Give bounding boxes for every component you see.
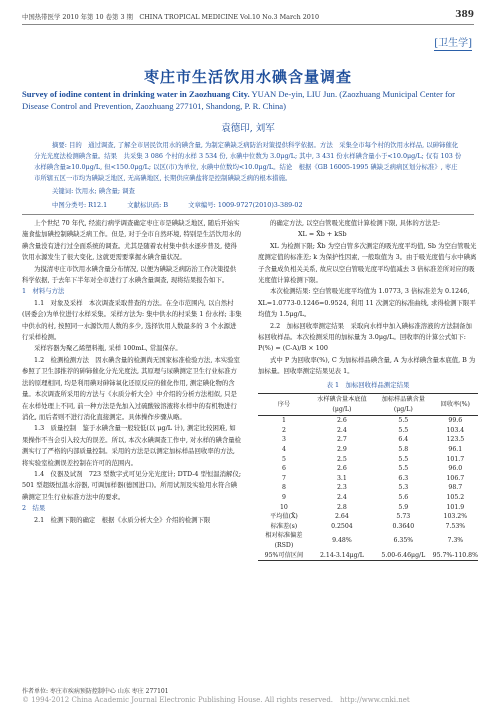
table-cell: 3 bbox=[281, 436, 286, 444]
table-cell: 2.64 bbox=[335, 513, 349, 521]
table-cell: 105.2 bbox=[446, 494, 465, 502]
footer bbox=[22, 686, 410, 705]
section-label: [卫生学] bbox=[434, 34, 472, 51]
table-cell: 96.1 bbox=[448, 446, 463, 454]
table-row bbox=[258, 483, 478, 493]
paragraph: 1.4 仪器及试剂 723 型数字式可见分光光度计; DTD-4 型恒温消解仪; 501 型超级恒温水浴器, 可调加样器(德国进口)。所用试剂及实验用水符合碘碘测定卫生行业标准方法中的要求。 bbox=[22, 469, 241, 501]
author-affiliation: 作者单位: 枣庄市疾病预防控制中心 山东 枣庄 277101 bbox=[22, 688, 169, 695]
table-cell: 5.8 bbox=[398, 446, 409, 454]
table-cell: 平均值(X̄) bbox=[270, 513, 298, 521]
table-cell: 103.2% bbox=[443, 513, 468, 521]
recovery-table bbox=[258, 393, 478, 561]
table-cell: 5.9 bbox=[398, 503, 409, 511]
table-cell: 4 bbox=[281, 446, 286, 454]
table-cell: 3.1 bbox=[336, 474, 347, 482]
table-cell: 96.0 bbox=[448, 465, 463, 473]
table-cell: 106.7 bbox=[446, 474, 465, 482]
table-cell: 98.7 bbox=[448, 484, 463, 492]
table-cell: 2.14-3.14μg/L bbox=[310, 551, 374, 561]
table-header: 加标样品碘含量(μg/L) bbox=[374, 394, 433, 416]
page-number: 389 bbox=[455, 10, 474, 20]
table-cell: 7.3% bbox=[447, 537, 464, 545]
section-heading: 1 材料与方法 bbox=[22, 287, 65, 296]
paragraph: 1.3 质量控制 鉴于水碘含量一般较低(以 μg/L 计), 测定比较困难, 如果操作不当会引入较大的误差。所以, 本次水碘调查工作中, 对水样的碘含量检测实行了严格的内部质量控制。采用的方法是以测定加标样品回收率的方法, 将实验室检测误差控制在许可的范围内。 bbox=[22, 424, 242, 467]
table-cell: 6.35% bbox=[393, 537, 414, 545]
table-cell: 2 bbox=[281, 426, 286, 434]
table-cell: 2.7 bbox=[336, 436, 347, 444]
paragraph: 1.2 检测检测方法 因水碘含量的检测尚无国家标准检验方法, 本实验室参照了卫生部推荐的砷铈催化分光光度法, 其原理与尿碘测定卫生行业标准方法的原理相同, 均是利用碘对砷铈氧化还原反应的催化作用, 测定碘化物的含量。本次调查所采用的方法与《水质分析大全》中介绍的分析方法相似, 只是在水样处理上不同, 前一种方法是先加入过硫酸铵溶液将水样中的有机物进行消化, 而后者则不进行消化直接测定。具体操作步骤从略。 bbox=[22, 355, 240, 421]
table-cell: 2.6 bbox=[336, 417, 347, 425]
table-cell: 6 bbox=[281, 465, 286, 473]
table-cell: 2.4 bbox=[336, 494, 347, 502]
section-heading: 2 结果 bbox=[22, 504, 46, 513]
table-cell: 5.5 bbox=[398, 455, 409, 463]
table-cell: 101.7 bbox=[446, 455, 465, 463]
table-cell: 相对标准偏差(RSD) bbox=[265, 532, 303, 549]
table-row bbox=[258, 551, 478, 561]
table-cell: 2.3 bbox=[336, 484, 347, 492]
table-cell: 5 bbox=[281, 455, 286, 463]
classification-meta bbox=[52, 200, 321, 209]
running-header bbox=[22, 10, 474, 25]
table-row bbox=[258, 464, 478, 474]
table-caption: 表 1 加标回收样品测定结果 bbox=[326, 380, 410, 389]
paragraph: 式中 P 为回收率(%), C 为加标样品碘含量, A 为水样碘含量本底值, B 为加标量。回收率测定结果见表 1。 bbox=[258, 355, 476, 376]
table-cell: 7 bbox=[281, 474, 286, 482]
table-row bbox=[258, 445, 478, 455]
table-cell: 5.3 bbox=[398, 484, 409, 492]
authors: 袁德印, 刘军 bbox=[221, 123, 275, 134]
table-cell: 95%可信区间 bbox=[258, 551, 310, 561]
table-cell: 10 bbox=[279, 503, 288, 511]
table-cell: 0.2504 bbox=[331, 522, 353, 530]
table-row bbox=[258, 531, 478, 550]
paragraph: 的确定方法, 以空白管吸光度值计算检测下限, 具体的方法是: bbox=[270, 219, 441, 227]
table-cell: 2.4 bbox=[336, 426, 347, 434]
table-cell: 95.7%-110.8% bbox=[433, 551, 478, 561]
table-row bbox=[258, 416, 478, 426]
table-cell: 5.5 bbox=[398, 426, 409, 434]
table-cell: 2.9 bbox=[336, 446, 347, 454]
table-cell: 5.00-6.46μg/L bbox=[374, 551, 433, 561]
table-body bbox=[258, 416, 478, 561]
table-cell: 9 bbox=[281, 494, 286, 502]
table-cell: 6.4 bbox=[398, 436, 409, 444]
paragraph: XL 为检测下限; X̄b 为空白管多次测定的吸光度平均值, Sb 为空白管吸光度测定值的标准差; k 为保护性因素, 一般取值为 3。由于吸光度值与水中碘离子含量成负相关关系, 故应以空白管吸光度平均值减去 3 倍标准差所对应的吸光度值计算检测下限。 bbox=[258, 241, 477, 285]
table-header: 序号 bbox=[258, 394, 310, 416]
table-cell: 5.5 bbox=[398, 417, 409, 425]
paragraph: 为摸清枣庄市饮用水碘含量分布情况, 以便为碘缺乏病防治工作决策提供科学依据, 于去年下半年对全市进行了水碘含量调查, 现将结果报告如下。 bbox=[22, 264, 237, 285]
paragraph: 2.1 检测下限的确定 根据《水质分析大全》介绍的检测下限 bbox=[34, 515, 211, 524]
table-cell: 101.9 bbox=[446, 503, 465, 511]
left-column bbox=[22, 218, 242, 526]
table-cell: 标准差(s) bbox=[270, 522, 298, 530]
table-cell: 123.5 bbox=[446, 436, 465, 444]
english-title-bold: Survey of iodine content in drinking water in Zaozhuang City. bbox=[22, 89, 250, 99]
abstract: 摘要: 目的 通过调查, 了解全市居民饮用水的碘含量, 为制定碘缺乏病防治对策提供科学依据。方法 采集全市每个村的饮用水样品, 以砷铈催化分光光度法检测碘含量。结果 共采集 3 086 个村的水样 3 534 份, 水碘中位数为 3.0μg/L; 其中, 3 431 份水样碘含量小于<10.0μg/L; 仅有 103 份水样碘含量≥10.0μg/L, 但<150.0μg/L; 以区(市)为单位, 水碘中位数均<10.0μg/L。结论 根据《GB 16005-1995 碘缺乏病病区划分标准》, 枣庄市所辖五区一市均为碘缺乏地区, 无高碘地区, 长期供应碘盐将是控制碘缺乏病的根本措施。 bbox=[34, 141, 462, 182]
table-cell: 5.5 bbox=[398, 465, 409, 473]
table-cell: 99.6 bbox=[448, 417, 463, 425]
table-row bbox=[258, 503, 478, 513]
table-row bbox=[258, 455, 478, 465]
table-cell: 2.8 bbox=[336, 503, 347, 511]
paragraph: 采样容器为聚乙烯塑料瓶, 采样 100mL, 常温保存。 bbox=[34, 344, 182, 353]
table-cell: 5.6 bbox=[398, 494, 409, 502]
right-column bbox=[258, 218, 478, 561]
table-cell: 9.48% bbox=[332, 537, 352, 545]
table-cell: 103.4 bbox=[446, 426, 465, 434]
document-code: 文献标识码: B bbox=[127, 201, 169, 209]
table-cell: 7.53% bbox=[445, 522, 466, 530]
table-cell: 6.3 bbox=[398, 474, 409, 482]
article-number: 文章编号: 1009-9727(2010)3-389-02 bbox=[188, 201, 303, 209]
table-row bbox=[258, 512, 478, 522]
divider bbox=[22, 214, 474, 215]
english-title bbox=[22, 88, 474, 112]
table-cell: 2.6 bbox=[336, 465, 347, 473]
table-row bbox=[258, 435, 478, 445]
table-row bbox=[258, 522, 478, 532]
paragraph: 1.1 对象及采样 本次调查采取普查的方法。在全市范围内, 以自然村(居委会)为单位进行水样采集。采样方法为: 集中供水的村采集 1 份水样; 非集中供水的村, 按照同一水源饮用人数的多少, 选择饮用人数最多的 3 个水源进行采样检测。 bbox=[22, 298, 242, 342]
table-row bbox=[258, 474, 478, 484]
table-header: 回收率(%) bbox=[433, 394, 478, 416]
english-title-rest: YUAN De-yin, LIU Jun. (Zaozhuang Municipal Center for Disease Control and Prevention, Zaozhuang 277101, Shandong, P. R. China) bbox=[22, 89, 456, 111]
table-cell: 8 bbox=[281, 484, 286, 492]
paragraph: 上个世纪 70 年代, 经流行病学调查确定枣庄市是碘缺乏地区, 随后开始实施食盐加碘控制碘缺乏病工作。但是, 对于全市自然环境, 特别是生活饮用水的碘含量没有进行过全面系统的调查。尤其是随着农村集中供水逐步普及, 使得饮用水源发生了很大变化, 这就更需要掌握水碘含量状况。 bbox=[22, 219, 242, 262]
copyright: © 1994-2012 China Academic Journal Electronic Publishing House. All rights reserved. http://www.cnki.net bbox=[22, 696, 410, 704]
clc-number: 中图分类号: R12.1 bbox=[52, 201, 108, 209]
paragraph: 2.2 加标回收率测定结果 采取向水样中加入碘标准溶液的方法制备加标回收样品。本次检测采用的加标量为 3.0μg/L。回收率的计算公式如下: P(%) = (C-A)/B × 100 bbox=[258, 321, 472, 353]
table-header-row bbox=[258, 394, 478, 416]
article-title: 枣庄市生活饮用水碘含量调查 bbox=[143, 68, 352, 86]
journal-header: 中国热带医学 2010 年第 10 卷第 3 期 CHINA TROPICAL MEDICINE Vol.10 No.3 March 2010 bbox=[22, 13, 320, 21]
table-cell: 2.5 bbox=[336, 455, 347, 463]
table-cell: 5.73 bbox=[396, 513, 411, 521]
table-header: 水样碘含量本底值(μg/L) bbox=[310, 394, 374, 416]
keywords: 关键词: 饮用水; 碘含量; 调查 bbox=[52, 187, 135, 195]
formula: XL = X̄b + kSb bbox=[298, 230, 347, 239]
table-row bbox=[258, 426, 478, 436]
table-cell: 1 bbox=[281, 417, 286, 425]
paragraph: 本次检测结果: 空白管吸光度平均值为 1.0773, 3 倍标准差为 0.1246, XL=1.0773-0.1246=0.9524, 利用 11 次测定的标准曲线, 求得检测下限平均值为 1.5μg/L。 bbox=[258, 287, 476, 319]
table-row bbox=[258, 493, 478, 503]
table-cell: 0.3640 bbox=[392, 522, 415, 530]
